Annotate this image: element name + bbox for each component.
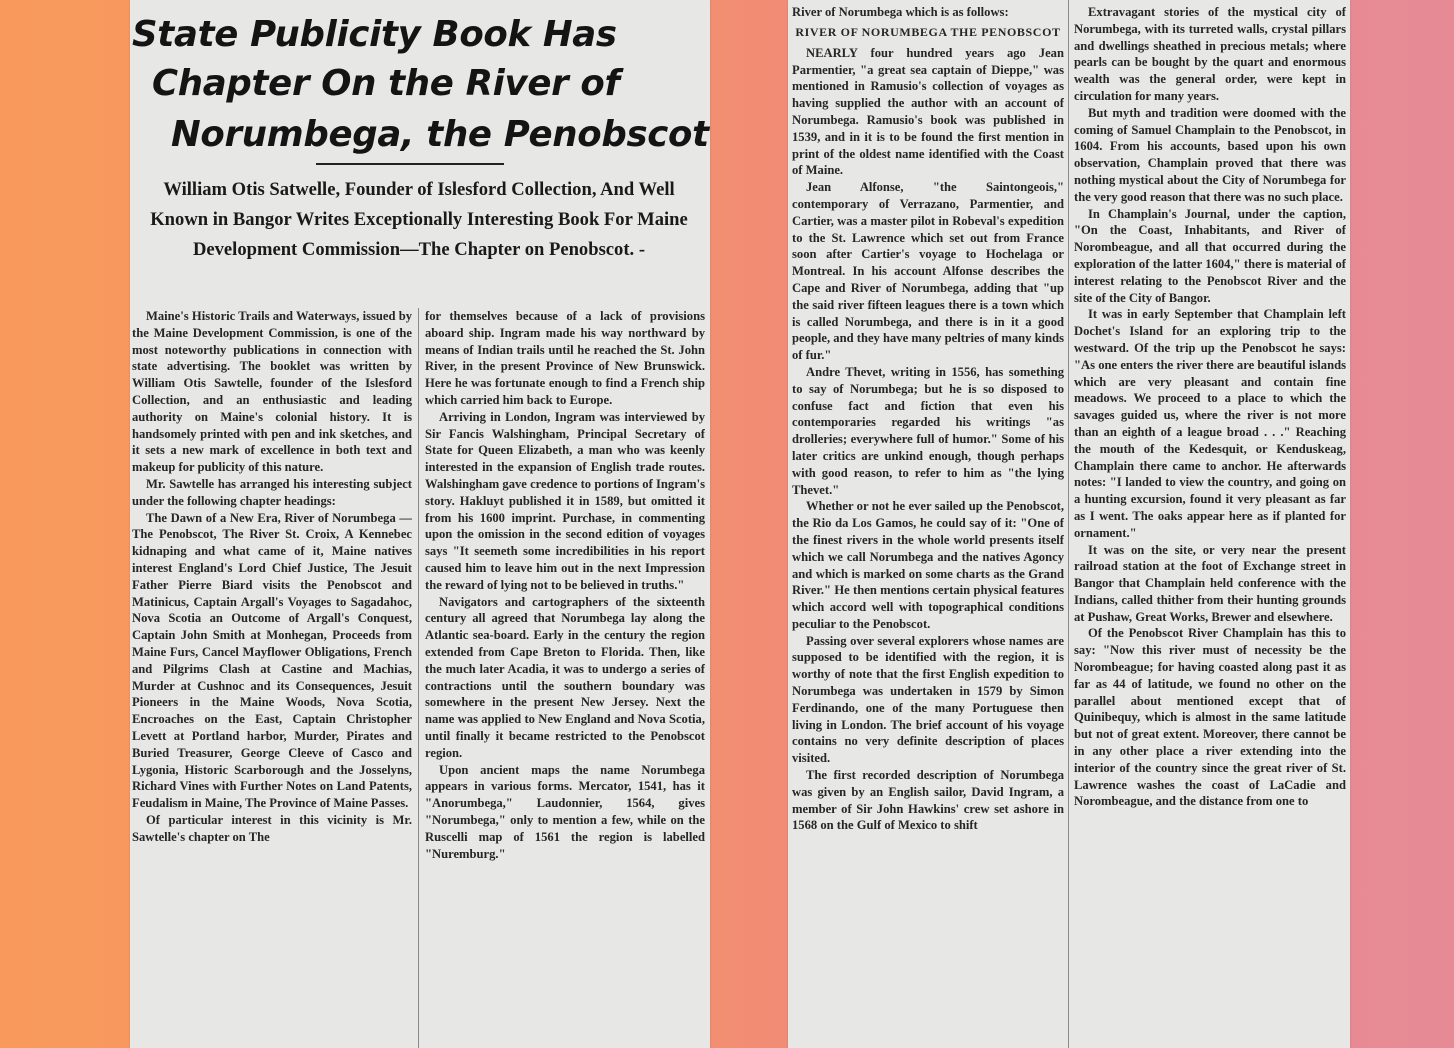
headline-line-1: State Publicity Book Has [132, 14, 617, 55]
left-article-column-2 [425, 308, 705, 1048]
paragraph: Mr. Sawtelle has arranged his interesting subject under the following chapter headings: [132, 476, 412, 508]
subheadline: William Otis Satwelle, Founder of Islesford Collection, And Well Known in Bangor Writes Exceptionally Interesting Book For Maine Development Commission—The Chapter on Penobscot. - [150, 179, 688, 260]
paragraph: It was on the site, or very near the present railroad station at the foot of Exchange street in Bangor that Champlain held conference with the Indians, called thither from their hunting grounds at Pushaw, Great Works, Brewer and elsewhere. [1074, 542, 1346, 624]
paragraph: It was in early September that Champlain left Dochet's Island for an exploring trip to the westward. Of the trip up the Penobscot he says: "As one enters the river there are beautiful islands which are very pleasant and contain fine meadows. We proceed to a place to which the savages guided us, where the river is not more than an eighth of a league broad . . ." Reaching the mouth of the Kedesquit, or Kenduskeag, Champlain there came to anchor. He afterwards notes: "I landed to view the country, and going on a hunting excursion, found it very pleasant as far as I went. The oaks appear here as if planted for ornament." [1074, 307, 1346, 540]
right-newspaper-clipping [788, 0, 1350, 1048]
headline-rule [316, 163, 504, 165]
paragraph: But myth and tradition were doomed with the coming of Samuel Champlain to the Penobscot, in 1604. From his accounts, based upon his own observation, Champlain proved that there was nothing mystical about the City of Norumbega for the very good reason that there was no such place. [1074, 105, 1346, 204]
paragraph: for themselves because of a lack of provisions aboard ship. Ingram made his way northward by means of Indian trails until he reached the St. John River, in the present Province of New Brunswick. Here he was fortunate enough to find a French ship which carried him back to Europe. [425, 309, 705, 407]
paragraph: Extravagant stories of the mystical city of Norumbega, with its turreted walls, crystal pillars and dwellings sheathed in precious metals; where pearls can be bought by the quart and enormous wealth was the general order, were kept in circulation for many years. [1074, 5, 1346, 103]
paragraph: Of particular interest in this vicinity is Mr. Sawtelle's chapter on The [132, 812, 412, 844]
paragraph: Upon ancient maps the name Norumbega appears in various forms. Mercator, 1541, has it "Anorumbega," Laudonnier, 1564, gives "Norumbega," only to mention a few, while on the Ruscelli map of 1561 the region is labelled "Nuremburg." [425, 762, 705, 861]
column-divider [1068, 0, 1069, 1048]
right-article-column-1 [792, 4, 1064, 1048]
headline-line-2: Chapter On the River of [152, 63, 620, 104]
headline-line-3: Norumbega, the Penobscot [171, 114, 709, 155]
paragraph: Of the Penobscot River Champlain has this to say: "Now this river must of necessity be the Norombeague; for having coasted along past it as far as 44 of latitude, we found no other on the parallel about mentioned except that of Quinibequy, which is almost in the same latitude but not of great extent. Moreover, there cannot be in any other place a river extending into the interior of the country since the great river of St. Lawrence washes the coast of LaCadie and Norombeague, and the distance from one to [1074, 626, 1346, 809]
section-heading: RIVER OF NORUMBEGA THE PENOBSCOT [795, 24, 1061, 39]
paragraph: Maine's Historic Trails and Waterways, issued by the Maine Development Commission, is one of the most noteworthy publications in connection with state advertising. The booklet was written by William Otis Sawtelle, founder of the Islesford Collection, and an enthusiastic and leading authority on Maine's colonial history. It is handsomely printed with pen and ink sketches, and it sets a new mark of excellence in both text and makeup for publicity of this nature. [132, 309, 412, 475]
paragraph: Passing over several explorers whose names are supposed to be identified with the region, it is worthy of note that the first English expedition to Norumbega was undertaken in 1579 by Simon Ferdinando, one of the many Portuguese then living in London. The brief account of his voyage contains no very definite description of places visited. [792, 633, 1064, 766]
paragraph: In Champlain's Journal, under the caption, "On the Coast, Inhabitants, and River of Norombeague, and all that occurred during the exploration of the latter 1604," there is material of interest relating to the Penobscot River and the site of the City of Bangor. [1074, 206, 1346, 305]
column-divider [418, 308, 419, 1048]
paragraph: Jean Alfonse, "the Saintongeois," contemporary of Verrazano, Parmentier, and Cartier, was a master pilot in Robeval's expedition to the St. Lawrence which set out from France soon after Cartier's voyage to Hochelaga or Montreal. In his account Alfonse describes the Cape and River of Norumbega, adding that "up the said river fifteen leagues there is a town which is called Norumbega, and there is in it a good people, and they have many peltries of many kinds of fur." [792, 180, 1064, 363]
paragraph: Whether or not he ever sailed up the Penobscot, the Rio da Los Gamos, he could say of it: "One of the finest rivers in the whole world presents itself which we call Norumbega and the natives Agoncy and which is marked on some charts as the Grand River." He then mentions certain physical features which accord well with topographical conditions peculiar to the Penobscot. [792, 499, 1064, 631]
left-newspaper-clipping [130, 0, 710, 1048]
paragraph: Arriving in London, Ingram was interviewed by Sir Fancis Walshingham, Principal Secretary of State for Queen Elizabeth, a man who was keenly interested in the expansion of English trade routes. Walshingham gave credence to portions of Ingram's story. Hakluyt published it in 1589, but omitted it from his 1600 imprint. Purchase, in commenting upon the omission in the second edition of voyages says "It seemeth some incredibilities in his report caused him to leave him out in the next Impression the reward of lying not to be believed in truths." [425, 409, 705, 592]
left-article-column-1 [132, 308, 412, 1048]
right-article-column-2 [1074, 4, 1346, 1048]
paragraph: Andre Thevet, writing in 1556, has something to say of Norumbega; but he is so disposed to confuse fact and fiction that even his contemporaries regarded his writings "as drolleries; everywhere full of humor." Some of his later critics are unkind enough, though perhaps with good reason, to refer to him as "the lying Thevet." [792, 364, 1064, 497]
paragraph: The first recorded description of Norumbega was given by an English sailor, David Ingram, a member of Sir John Hawkins' crew set ashore in 1568 on the Gulf of Mexico to shift [792, 768, 1064, 833]
chapter-list-paragraph: The Dawn of a New Era, River of Norumbega — The Penobscot, The River St. Croix, A Kennebec kidnaping and what came of it, Maine natives interest England's Lord Chief Justice, The Jesuit Father Pierre Biard visits the Penobscot and Matinicus, Captain Argall's Voyages to Sagadahoc, Nova Scotia an Outcome of Argall's Conquest, Captain John Smith at Monhegan, Proceeds from Maine Furs, Cancel Mayflower Obligations, French and Pilgrims Clash at Castine and Machias, Murder at Cushnoc and its Consequences, Jesuit Pioneers in the Maine Woods, Nova Scotia, Encroaches on the East, Captain Christopher Levett at Portland harbor, Murder, Pirates and Buried Treasurer, George Cleeve of Casco and Lygonia, Historic Scarborough and the Josselyns, Richard Vines with Further Notes on Land Patents, Feudalism in Maine, The Province of Maine Passes. [132, 510, 412, 811]
paragraph: Navigators and cartographers of the sixteenth century all agreed that Norumbega lay along the Atlantic sea-board. Early in the century the region extended from Cape Breton to Florida. Then, like the much later Acadia, it was to undergo a series of contractions until the southern boundary was somewhere in the present New Jersey. Next the name was applied to New England and Nova Scotia, until finally it became restricted to the Penobscot region. [425, 594, 705, 760]
paragraph: NEARLY four hundred years ago Jean Parmentier, "a great sea captain of Dieppe," was mentioned in Ramusio's collection of voyages as having supplied the author with an account of Norumbega. Ramusio's book was published in 1539, and in it is to be found the first mention in print of the oldest name identified with the Coast of Maine. [792, 45, 1064, 178]
paragraph: River of Norumbega which is as follows: [792, 5, 1009, 19]
